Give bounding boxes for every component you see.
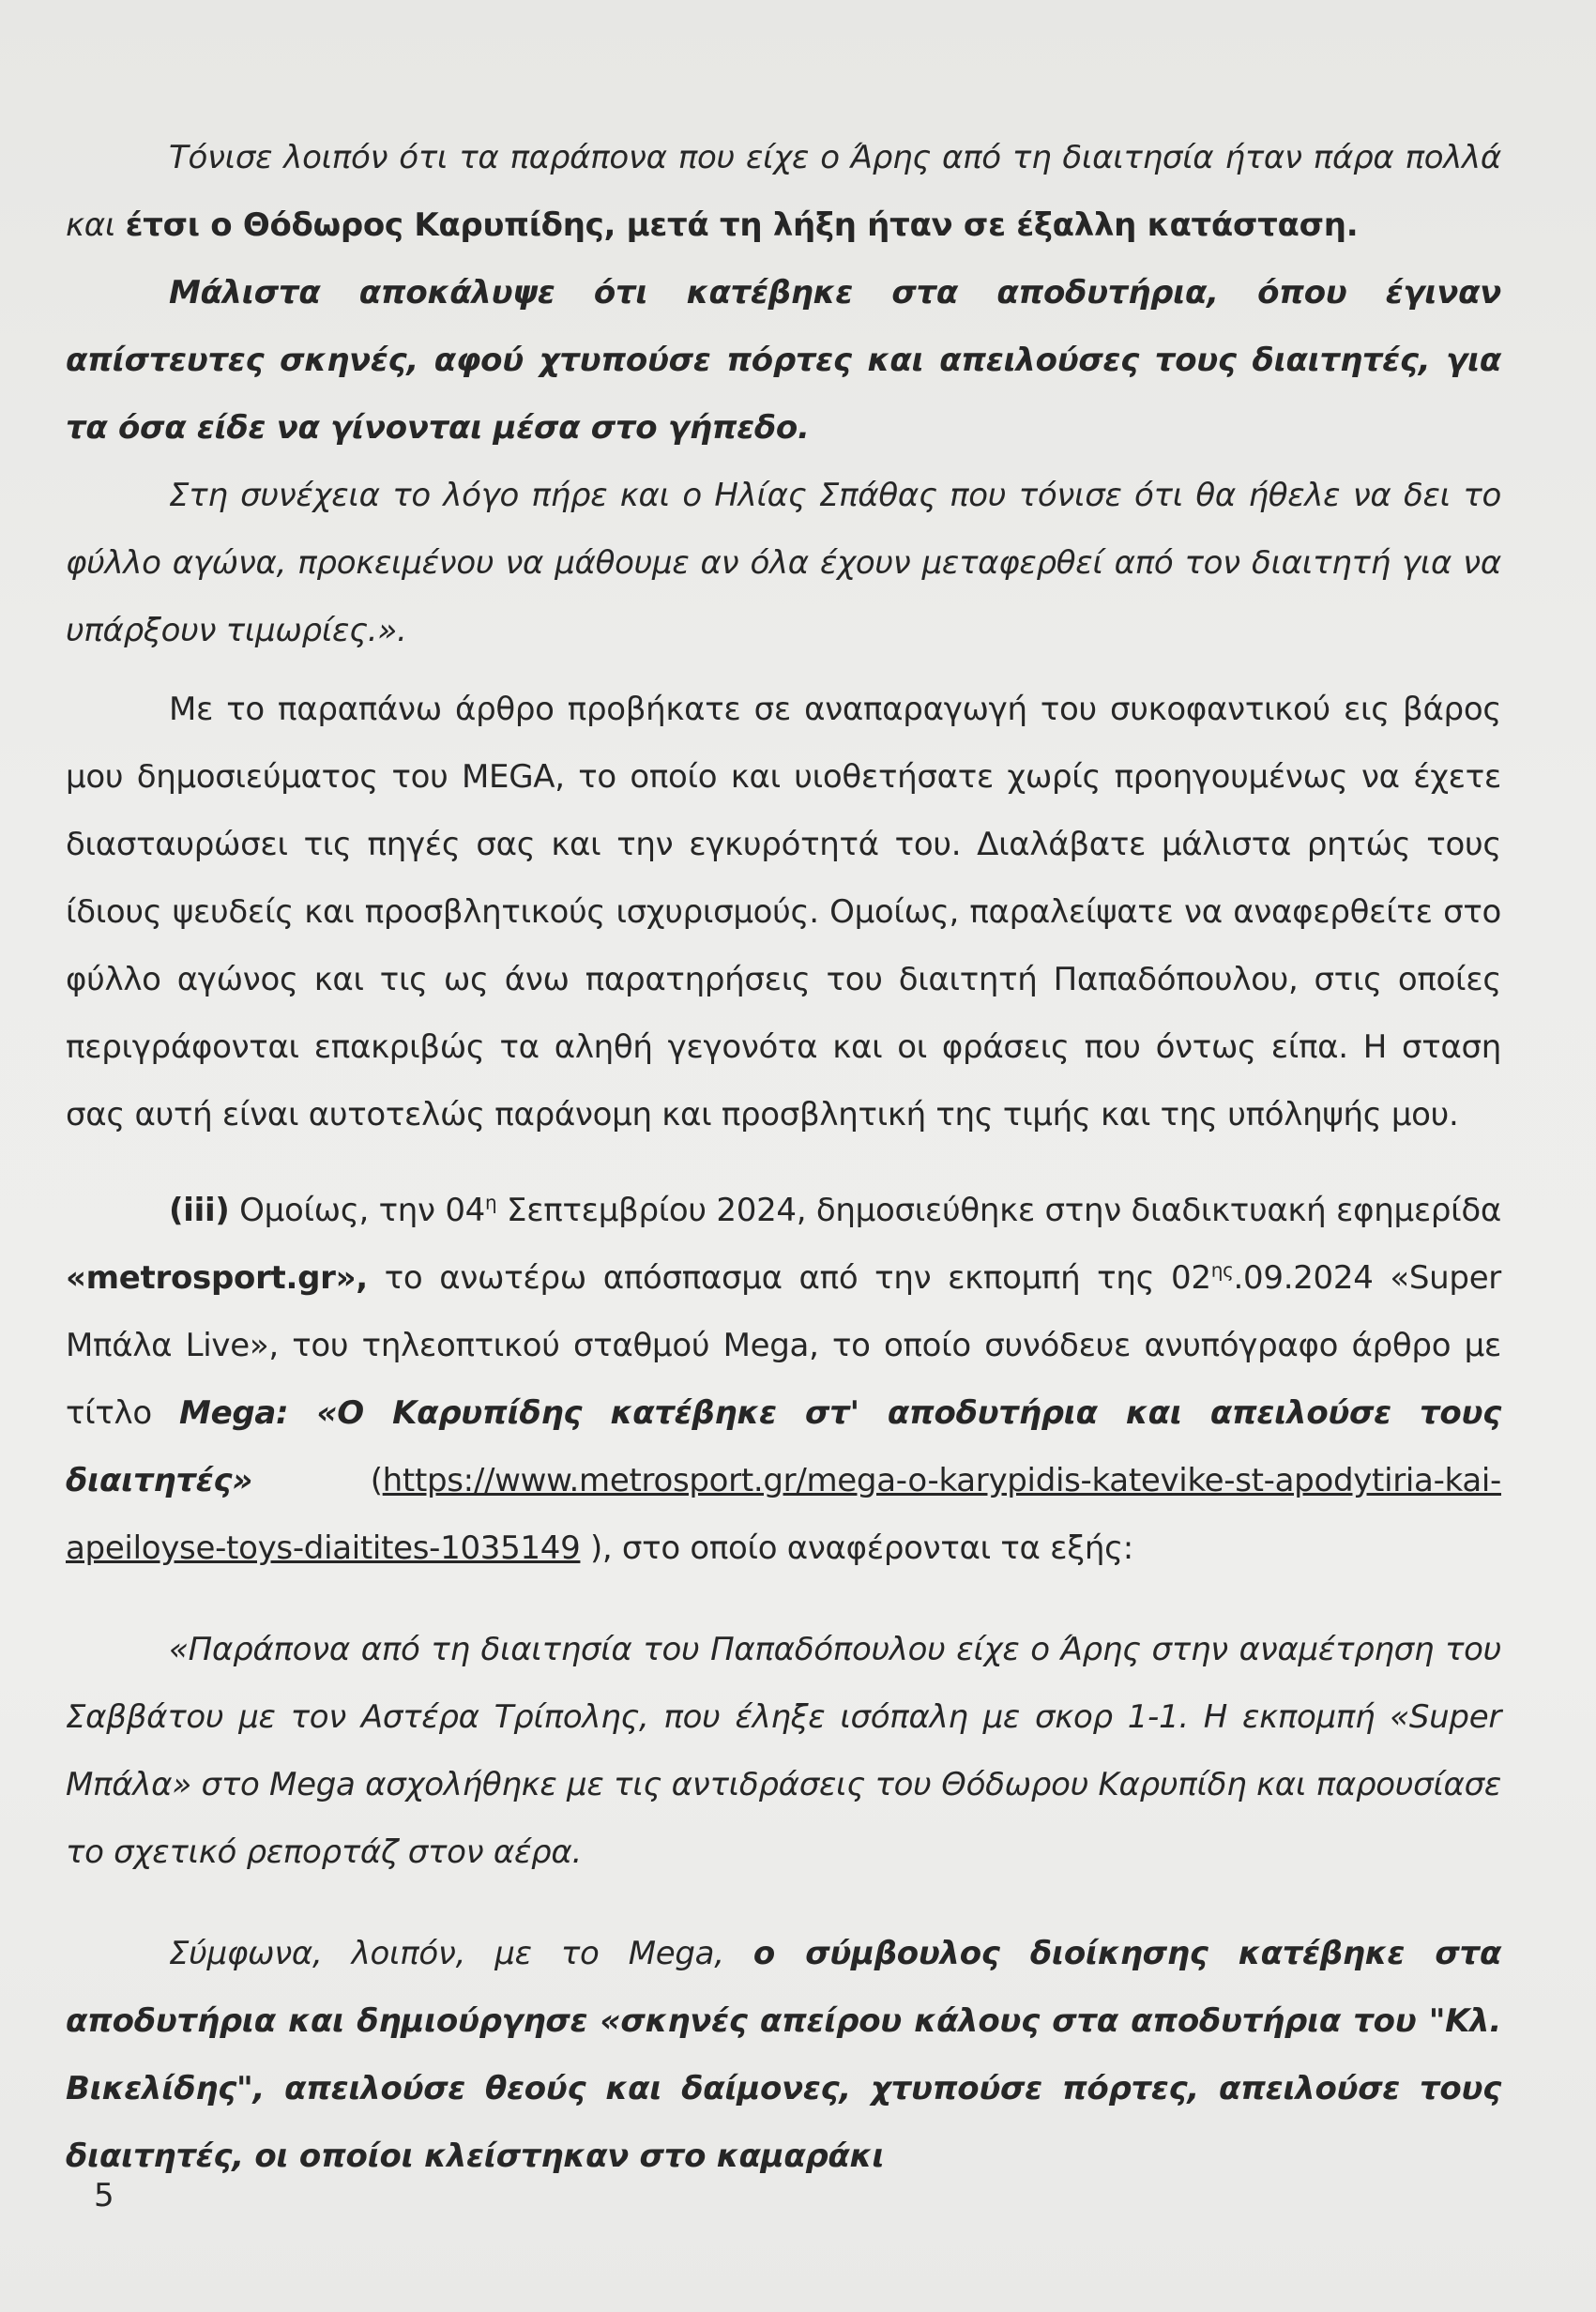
paragraph-1 <box>66 124 1501 259</box>
paragraph-2: Μάλιστα αποκάλυψε ότι κατέβηκε στα αποδυτήρια, όπου έγιναν απίστευτες σκηνές, αφού χτυπούσε πόρτες και απειλούσες τους διαιτητές, για τα όσα είδε να γίνονται μέσα στο γήπεδο. <box>66 274 1501 447</box>
paragraph-6: «Παράπονα από τη διαιτησία του Παπαδόπουλου είχε ο Άρης στην αναμέτρηση του Σαββάτου με τον Αστέρα Τρίπολης, που έληξε ισόπαλη με σκορ 1-1. Η εκπομπή «Super Μπάλα» στο Mega ασχολήθηκε με τις αντιδράσεις του Θόδωρου Καρυπίδη και παρουσίασε το σχετικό ρεπορτάζ στον αέρα. <box>66 1631 1501 1871</box>
paragraph-7-text: Σύμφωνα, λοιπόν, με το Mega, <box>169 1935 724 1972</box>
paragraph-3: Στη συνέχεια το λόγο πήρε και ο Ηλίας Σπάθας που τόνισε ότι θα ήθελε να δει το φύλλο αγώνα, προκειμένου να μάθουμε αν όλα έχουν μεταφερθεί από τον διαιτητή για να υπάρξουν τιμωρίες.». <box>66 477 1501 649</box>
paragraph-5-text-2: Σεπτεμβρίου 2024, δημοσιεύθηκε στην διαδικτυακή εφημερίδα <box>507 1192 1501 1229</box>
paragraph-7 <box>66 1920 1501 2190</box>
superscript-1: η <box>485 1191 497 1214</box>
paragraph-5-text-3: το ανωτέρω απόσπασμα από την εκπομπή της 02 <box>384 1259 1211 1297</box>
article-title: Mega: «Ο Καρυπίδης κατέβηκε στ' αποδυτήρια και απειλούσε τους διαιτητές» <box>66 1394 1501 1499</box>
paragraph-5-text-4: .09.2024 «Super Μπάλα Live», του τηλεοπτικού σταθμού Mega, το οποίο συνόδευε ανυπόγραφο άρθρο με τίτλο <box>66 1259 1501 1432</box>
section-marker: (iii) <box>169 1192 230 1229</box>
open-paren: ( <box>370 1462 383 1499</box>
paragraph-1-bold-text: έτσι ο Θόδωρος Καρυπίδης, μετά τη λήξη ήταν σε έξαλλη κατάσταση. <box>125 206 1359 244</box>
paragraph-7-bold-text: ο σύμβουλος διοίκησης κατέβηκε στα αποδυτήρια και δημιούργησε «σκηνές απείρου κάλους στα αποδυτήρια του "Κλ. Βικελίδης", απειλούσε θεούς και δαίμονες, χτυπούσε πόρτες, απειλούσε τους διαιτητές, οι οποίοι κλείστηκαν στο καμαράκι <box>66 1935 1502 2175</box>
paragraph-5-text-5: ), στο οποίο αναφέρονται τα εξής: <box>589 1529 1133 1567</box>
article-url-link[interactable]: https://www.metrosport.gr/mega-o-karypidis-katevike-st-apodytiria-kai-apeiloyse-toys-diaitites-1035149 <box>66 1462 1501 1567</box>
superscript-2: ης <box>1210 1258 1234 1282</box>
newspaper-name: «metrosport.gr», <box>66 1259 368 1297</box>
paragraph-5 <box>66 1177 1501 1582</box>
paragraph-5-text-1: Ομοίως, την 04 <box>239 1192 486 1229</box>
page-number: 5 <box>94 2177 114 2214</box>
paragraph-1-italic-text: Τόνισε λοιπόν ότι τα παράπονα που είχε ο Άρης από τη διαιτησία ήταν πάρα πολλά και <box>66 139 1501 244</box>
paragraph-4: Με το παραπάνω άρθρο προβήκατε σε αναπαραγωγή του συκοφαντικού εις βάρος μου δημοσιεύματος του MEGA, το οποίο και υιοθετήσατε χωρίς προηγουμένως να έχετε διασταυρώσει τις πηγές σας και την εγκυρότητά του. Διαλάβατε μάλιστα ρητώς τους ίδιους ψευδείς και προσβλητικούς ισχυρισμούς. Ομοίως, παραλείψατε να αναφερθείτε στο φύλλο αγώνος και τις ως άνω παρατηρήσεις του διαιτητή Παπαδόπουλου, στις οποίες περιγράφονται επακριβώς τα αληθή γεγονότα και οι φράσεις που όντως είπα. Η σταση σας αυτή είναι αυτοτελώς παράνομη και προσβλητική της τιμής και της υπόληψής μου. <box>66 691 1501 1133</box>
